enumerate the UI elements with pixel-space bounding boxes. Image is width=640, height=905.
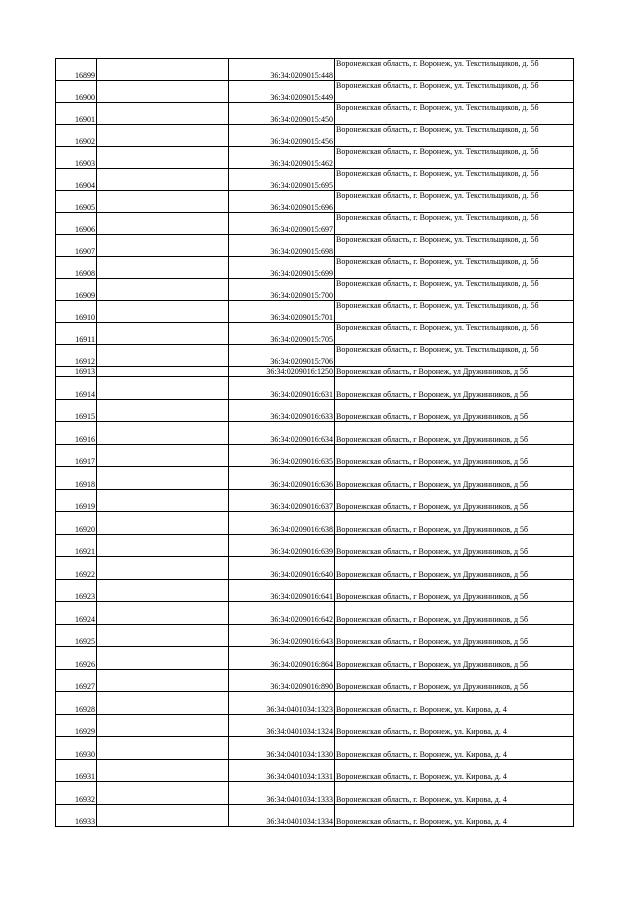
- empty-cell: [97, 714, 229, 737]
- empty-cell: [97, 467, 229, 490]
- table-row: [56, 602, 574, 625]
- row-number-cell: 16919: [56, 489, 97, 512]
- empty-cell: [97, 125, 229, 147]
- empty-cell: [97, 59, 229, 81]
- row-number-cell: 16902: [56, 125, 97, 147]
- cadastral-number-cell: 36:34:0401034:1331: [229, 759, 335, 782]
- row-number-cell: 16922: [56, 557, 97, 580]
- row-number-cell: 16905: [56, 191, 97, 213]
- table-row: [56, 579, 574, 602]
- empty-cell: [97, 624, 229, 647]
- row-number-cell: 16907: [56, 235, 97, 257]
- table-row: [56, 669, 574, 692]
- address-cell: Воронежская область, г. Воронеж, ул. Текстильщиков, д. 5б: [335, 147, 574, 169]
- table-row: [56, 257, 574, 279]
- empty-cell: [97, 235, 229, 257]
- address-cell: Воронежская область, г. Воронеж, ул. Текстильщиков, д. 5б: [335, 81, 574, 103]
- empty-cell: [97, 169, 229, 191]
- empty-cell: [97, 422, 229, 445]
- empty-cell: [97, 804, 229, 827]
- table-row: [56, 467, 574, 490]
- cadastral-number-cell: 36:34:0209016:636: [229, 467, 335, 490]
- cadastral-number-cell: 36:34:0209016:1250: [229, 367, 335, 377]
- empty-cell: [97, 647, 229, 670]
- cadastral-number-cell: 36:34:0209016:633: [229, 399, 335, 422]
- table-row: [56, 213, 574, 235]
- address-cell: Воронежская область, г. Воронеж, ул. Кирова, д. 4: [335, 782, 574, 805]
- register-table-body: [56, 59, 574, 827]
- cadastral-number-cell: 36:34:0209015:448: [229, 59, 335, 81]
- row-number-cell: 16900: [56, 81, 97, 103]
- empty-cell: [97, 147, 229, 169]
- cadastral-number-cell: 36:34:0209015:706: [229, 345, 335, 367]
- table-row: [56, 169, 574, 191]
- cadastral-number-cell: 36:34:0401034:1333: [229, 782, 335, 805]
- empty-cell: [97, 191, 229, 213]
- empty-cell: [97, 377, 229, 400]
- row-number-cell: 16899: [56, 59, 97, 81]
- empty-cell: [97, 782, 229, 805]
- table-row: [56, 367, 574, 377]
- row-number-cell: 16927: [56, 669, 97, 692]
- cadastral-number-cell: 36:34:0209016:890: [229, 669, 335, 692]
- cadastral-number-cell: 36:34:0209016:864: [229, 647, 335, 670]
- cadastral-number-cell: 36:34:0209015:696: [229, 191, 335, 213]
- row-number-cell: 16925: [56, 624, 97, 647]
- row-number-cell: 16926: [56, 647, 97, 670]
- cadastral-number-cell: 36:34:0209015:699: [229, 257, 335, 279]
- row-number-cell: 16932: [56, 782, 97, 805]
- cadastral-number-cell: 36:34:0209016:643: [229, 624, 335, 647]
- empty-cell: [97, 279, 229, 301]
- address-cell: Воронежская область, г. Воронеж, ул. Текстильщиков, д. 5б: [335, 345, 574, 367]
- table-row: [56, 377, 574, 400]
- empty-cell: [97, 301, 229, 323]
- empty-cell: [97, 323, 229, 345]
- table-row: [56, 422, 574, 445]
- address-cell: Воронежская область, г. Воронеж, ул. Текстильщиков, д. 5б: [335, 169, 574, 191]
- address-cell: Воронежская область, г. Воронеж, ул. Текстильщиков, д. 5б: [335, 279, 574, 301]
- row-number-cell: 16930: [56, 737, 97, 760]
- table-row: [56, 235, 574, 257]
- address-cell: Воронежская область, г. Воронеж, ул. Текстильщиков, д. 5б: [335, 323, 574, 345]
- address-cell: Воронежская область, г Воронеж, ул Дружинников, д 5б: [335, 647, 574, 670]
- cadastral-number-cell: 36:34:0209015:456: [229, 125, 335, 147]
- cadastral-number-cell: 36:34:0401034:1330: [229, 737, 335, 760]
- address-cell: Воронежская область, г. Воронеж, ул. Кирова, д. 4: [335, 714, 574, 737]
- address-cell: Воронежская область, г Воронеж, ул Дружинников, д 5б: [335, 367, 574, 377]
- address-cell: Воронежская область, г. Воронеж, ул. Текстильщиков, д. 5б: [335, 235, 574, 257]
- address-cell: Воронежская область, г. Воронеж, ул. Текстильщиков, д. 5б: [335, 59, 574, 81]
- cadastral-number-cell: 36:34:0209015:697: [229, 213, 335, 235]
- row-number-cell: 16929: [56, 714, 97, 737]
- address-cell: Воронежская область, г. Воронеж, ул. Текстильщиков, д. 5б: [335, 191, 574, 213]
- table-row: [56, 399, 574, 422]
- cadastral-number-cell: 36:34:0209016:631: [229, 377, 335, 400]
- address-cell: Воронежская область, г. Воронеж, ул. Кирова, д. 4: [335, 759, 574, 782]
- cadastral-number-cell: 36:34:0209016:635: [229, 444, 335, 467]
- empty-cell: [97, 213, 229, 235]
- row-number-cell: 16915: [56, 399, 97, 422]
- address-cell: Воронежская область, г Воронеж, ул Дружинников, д 5б: [335, 534, 574, 557]
- address-cell: Воронежская область, г Воронеж, ул Дружинников, д 5б: [335, 467, 574, 490]
- row-number-cell: 16909: [56, 279, 97, 301]
- row-number-cell: 16901: [56, 103, 97, 125]
- empty-cell: [97, 512, 229, 535]
- address-cell: Воронежская область, г. Воронеж, ул. Текстильщиков, д. 5б: [335, 213, 574, 235]
- row-number-cell: 16923: [56, 579, 97, 602]
- cadastral-number-cell: 36:34:0209016:634: [229, 422, 335, 445]
- row-number-cell: 16917: [56, 444, 97, 467]
- cadastral-number-cell: 36:34:0209016:637: [229, 489, 335, 512]
- address-cell: Воронежская область, г. Воронеж, ул. Кирова, д. 4: [335, 737, 574, 760]
- address-cell: Воронежская область, г Воронеж, ул Дружинников, д 5б: [335, 512, 574, 535]
- table-row: [56, 804, 574, 827]
- row-number-cell: 16921: [56, 534, 97, 557]
- table-row: [56, 444, 574, 467]
- row-number-cell: 16913: [56, 367, 97, 377]
- cadastral-number-cell: 36:34:0209015:449: [229, 81, 335, 103]
- row-number-cell: 16911: [56, 323, 97, 345]
- cadastral-number-cell: 36:34:0209016:640: [229, 557, 335, 580]
- empty-cell: [97, 602, 229, 625]
- empty-cell: [97, 489, 229, 512]
- address-cell: Воронежская область, г Воронеж, ул Дружинников, д 5б: [335, 399, 574, 422]
- cadastral-number-cell: 36:34:0209015:698: [229, 235, 335, 257]
- cadastral-number-cell: 36:34:0209016:638: [229, 512, 335, 535]
- table-row: [56, 489, 574, 512]
- empty-cell: [97, 534, 229, 557]
- row-number-cell: 16918: [56, 467, 97, 490]
- address-cell: Воронежская область, г Воронеж, ул Дружинников, д 5б: [335, 557, 574, 580]
- table-row: [56, 557, 574, 580]
- cadastral-number-cell: 36:34:0401034:1324: [229, 714, 335, 737]
- property-register-table: [55, 58, 574, 827]
- table-row: [56, 323, 574, 345]
- address-cell: Воронежская область, г Воронеж, ул Дружинников, д 5б: [335, 579, 574, 602]
- table-row: [56, 512, 574, 535]
- row-number-cell: 16928: [56, 692, 97, 715]
- cadastral-number-cell: 36:34:0209016:639: [229, 534, 335, 557]
- row-number-cell: 16920: [56, 512, 97, 535]
- empty-cell: [97, 579, 229, 602]
- table-row: [56, 624, 574, 647]
- cadastral-number-cell: 36:34:0209015:701: [229, 301, 335, 323]
- table-row: [56, 345, 574, 367]
- address-cell: Воронежская область, г Воронеж, ул Дружинников, д 5б: [335, 669, 574, 692]
- table-row: [56, 647, 574, 670]
- empty-cell: [97, 367, 229, 377]
- empty-cell: [97, 737, 229, 760]
- row-number-cell: 16912: [56, 345, 97, 367]
- table-row: [56, 59, 574, 81]
- row-number-cell: 16924: [56, 602, 97, 625]
- empty-cell: [97, 444, 229, 467]
- table-row: [56, 301, 574, 323]
- cadastral-number-cell: 36:34:0209015:700: [229, 279, 335, 301]
- empty-cell: [97, 257, 229, 279]
- address-cell: Воронежская область, г Воронеж, ул Дружинников, д 5б: [335, 624, 574, 647]
- table-row: [56, 534, 574, 557]
- table-row: [56, 759, 574, 782]
- address-cell: Воронежская область, г. Воронеж, ул. Текстильщиков, д. 5б: [335, 301, 574, 323]
- table-row: [56, 125, 574, 147]
- address-cell: Воронежская область, г. Воронеж, ул. Текстильщиков, д. 5б: [335, 125, 574, 147]
- empty-cell: [97, 103, 229, 125]
- address-cell: Воронежская область, г Воронеж, ул Дружинников, д 5б: [335, 444, 574, 467]
- address-cell: Воронежская область, г Воронеж, ул Дружинников, д 5б: [335, 377, 574, 400]
- empty-cell: [97, 692, 229, 715]
- table-row: [56, 692, 574, 715]
- row-number-cell: 16904: [56, 169, 97, 191]
- address-cell: Воронежская область, г. Воронеж, ул. Текстильщиков, д. 5б: [335, 103, 574, 125]
- row-number-cell: 16916: [56, 422, 97, 445]
- empty-cell: [97, 759, 229, 782]
- empty-cell: [97, 399, 229, 422]
- cadastral-number-cell: 36:34:0209016:642: [229, 602, 335, 625]
- empty-cell: [97, 81, 229, 103]
- table-row: [56, 737, 574, 760]
- address-cell: Воронежская область, г. Воронеж, ул. Кирова, д. 4: [335, 692, 574, 715]
- empty-cell: [97, 669, 229, 692]
- cadastral-number-cell: 36:34:0209015:705: [229, 323, 335, 345]
- empty-cell: [97, 557, 229, 580]
- table-row: [56, 782, 574, 805]
- row-number-cell: 16931: [56, 759, 97, 782]
- table-row: [56, 714, 574, 737]
- cadastral-number-cell: 36:34:0209015:695: [229, 169, 335, 191]
- address-cell: Воронежская область, г Воронеж, ул Дружинников, д 5б: [335, 602, 574, 625]
- row-number-cell: 16933: [56, 804, 97, 827]
- row-number-cell: 16914: [56, 377, 97, 400]
- row-number-cell: 16910: [56, 301, 97, 323]
- address-cell: Воронежская область, г. Воронеж, ул. Кирова, д. 4: [335, 804, 574, 827]
- cadastral-number-cell: 36:34:0209015:450: [229, 103, 335, 125]
- table-row: [56, 103, 574, 125]
- row-number-cell: 16908: [56, 257, 97, 279]
- empty-cell: [97, 345, 229, 367]
- cadastral-number-cell: 36:34:0209016:641: [229, 579, 335, 602]
- row-number-cell: 16906: [56, 213, 97, 235]
- row-number-cell: 16903: [56, 147, 97, 169]
- table-row: [56, 191, 574, 213]
- table-row: [56, 147, 574, 169]
- cadastral-number-cell: 36:34:0401034:1334: [229, 804, 335, 827]
- address-cell: Воронежская область, г. Воронеж, ул. Текстильщиков, д. 5б: [335, 257, 574, 279]
- address-cell: Воронежская область, г Воронеж, ул Дружинников, д 5б: [335, 422, 574, 445]
- cadastral-number-cell: 36:34:0401034:1323: [229, 692, 335, 715]
- cadastral-number-cell: 36:34:0209015:462: [229, 147, 335, 169]
- table-row: [56, 81, 574, 103]
- address-cell: Воронежская область, г Воронеж, ул Дружинников, д 5б: [335, 489, 574, 512]
- table-row: [56, 279, 574, 301]
